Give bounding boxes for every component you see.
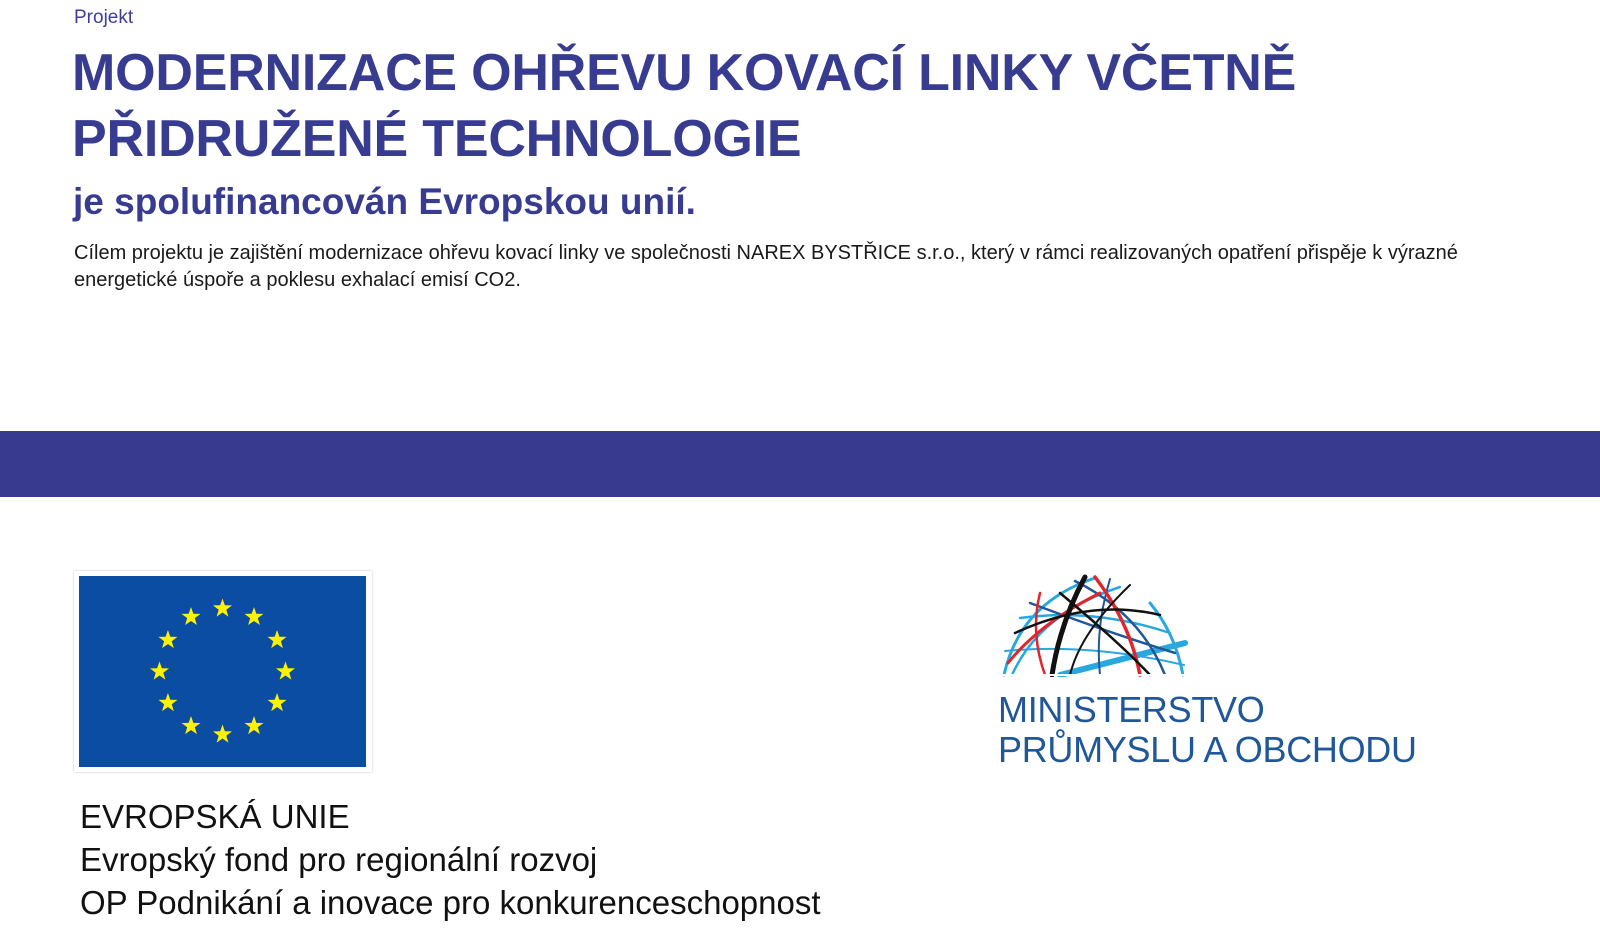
cofinancing-subtitle: je spolufinancován Evropskou unií. xyxy=(73,181,696,222)
eu-text-line-1: EVROPSKÁ UNIE xyxy=(80,798,350,835)
project-title-line2: PŘIDRUŽENÉ TECHNOLOGIE xyxy=(72,110,802,168)
globe-logo-icon xyxy=(1000,573,1190,677)
eu-flag-frame xyxy=(74,571,372,772)
project-label: Projekt xyxy=(74,7,134,28)
eu-text-line-3: OP Podnikání a inovace pro konkurenceschopnost xyxy=(80,884,821,921)
mpo-name-line2: PRŮMYSLU A OBCHODU xyxy=(998,729,1417,770)
eu-text-block xyxy=(80,795,821,924)
project-title-line1: MODERNIZACE OHŘEVU KOVACÍ LINKY VČETNĚ xyxy=(72,44,1297,102)
eu-text-line-2: Evropský fond pro regionální rozvoj xyxy=(80,841,598,878)
color-band xyxy=(0,431,1600,497)
eu-flag-icon xyxy=(79,576,366,767)
mpo-name-line1: MINISTERSTVO xyxy=(998,689,1265,730)
project-title xyxy=(72,40,1532,172)
mpo-name xyxy=(998,690,1417,770)
project-description: Cílem projektu je zajištění modernizace ohřevu kovací linky ve společnosti NAREX BYSTŘICE s.r.o., který v rámci realizovaných opatření přispěje k výrazné energetické úspoře a poklesu exhalací emisí CO2. xyxy=(74,242,1458,291)
